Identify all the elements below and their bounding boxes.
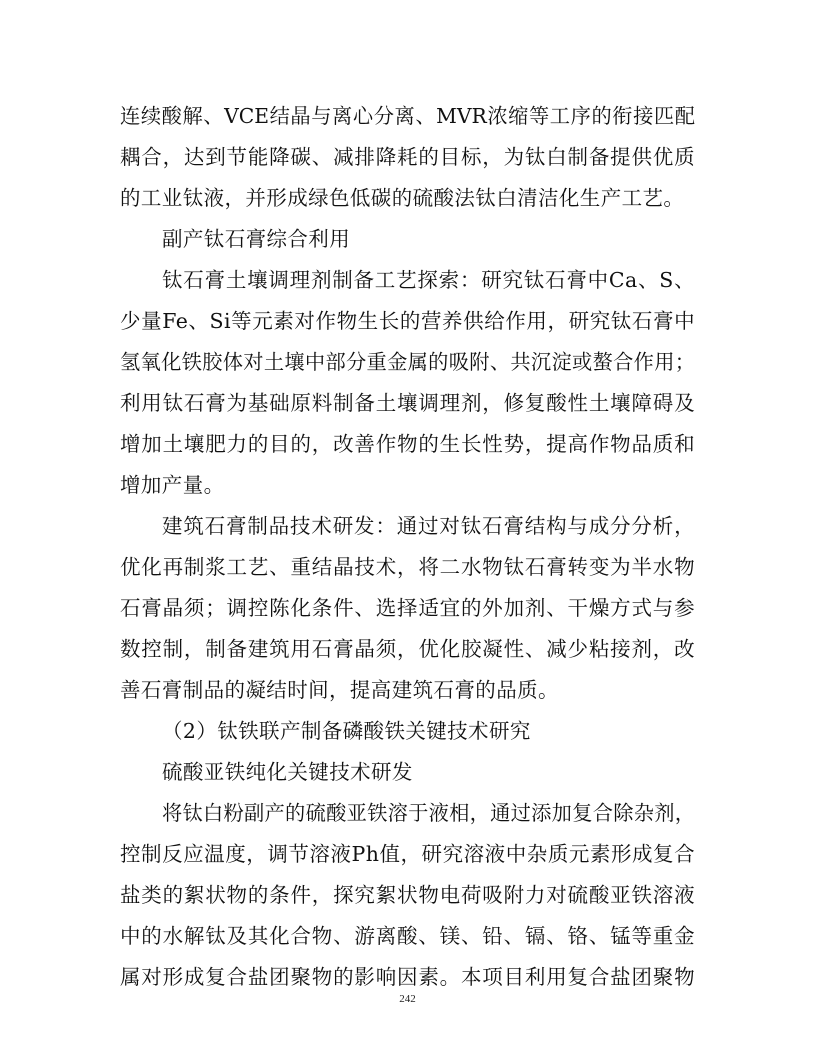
text-line: 善石膏制品的凝结时间，提高建筑石膏的品质。 bbox=[120, 678, 559, 702]
text-line: 少量Fe、Si等元素对作物生长的营养供给作用，研究钛石膏中 bbox=[120, 309, 695, 333]
text-line: 增加产量。 bbox=[120, 473, 225, 497]
text-line: 硫酸亚铁纯化关键技术研发 bbox=[162, 760, 413, 784]
text-line: 的工业钛液，并形成绿色低碳的硫酸法钛白清洁化生产工艺。 bbox=[120, 186, 685, 210]
text-line: 石膏晶须；调控陈化条件、选择适宜的外加剂、干燥方式与参 bbox=[120, 596, 695, 620]
body-text bbox=[120, 96, 695, 998]
text-line: 控制反应温度，调节溶液Ph值，研究溶液中杂质元素形成复合 bbox=[120, 842, 695, 866]
text-line: 钛石膏土壤调理剂制备工艺探索：研究钛石膏中Ca、S、 bbox=[162, 268, 695, 292]
text-line: （2）钛铁联产制备磷酸铁关键技术研究 bbox=[162, 719, 531, 743]
page-number: 242 bbox=[399, 993, 416, 1005]
text-line: 副产钛石膏综合利用 bbox=[162, 227, 351, 251]
text-line: 中的水解钛及其化合物、游离酸、镁、铅、镉、铬、锰等重金 bbox=[120, 924, 695, 948]
text-line: 利用钛石膏为基础原料制备土壤调理剂，修复酸性土壤障碍及 bbox=[120, 391, 695, 415]
text-line: 优化再制浆工艺、重结晶技术，将二水物钛石膏转变为半水物 bbox=[120, 555, 695, 579]
text-line: 将钛白粉副产的硫酸亚铁溶于液相，通过添加复合除杂剂， bbox=[162, 801, 695, 825]
text-line: 耦合，达到节能降碳、减排降耗的目标，为钛白制备提供优质 bbox=[120, 145, 695, 169]
text-line: 建筑石膏制品技术研发：通过对钛石膏结构与成分分析， bbox=[162, 514, 695, 538]
text-line: 氢氧化铁胶体对土壤中部分重金属的吸附、共沉淀或螯合作用； bbox=[120, 350, 695, 374]
text-line: 连续酸解、VCE结晶与离心分离、MVR浓缩等工序的衔接匹配 bbox=[120, 104, 695, 128]
text-line: 属对形成复合盐团聚物的影响因素。本项目利用复合盐团聚物 bbox=[120, 965, 695, 989]
text-line: 盐类的絮状物的条件，探究絮状物电荷吸附力对硫酸亚铁溶液 bbox=[120, 883, 695, 907]
text-line: 增加土壤肥力的目的，改善作物的生长性势，提高作物品质和 bbox=[120, 432, 695, 456]
text-line: 数控制，制备建筑用石膏晶须，优化胶凝性、减少粘接剂，改 bbox=[120, 637, 695, 661]
